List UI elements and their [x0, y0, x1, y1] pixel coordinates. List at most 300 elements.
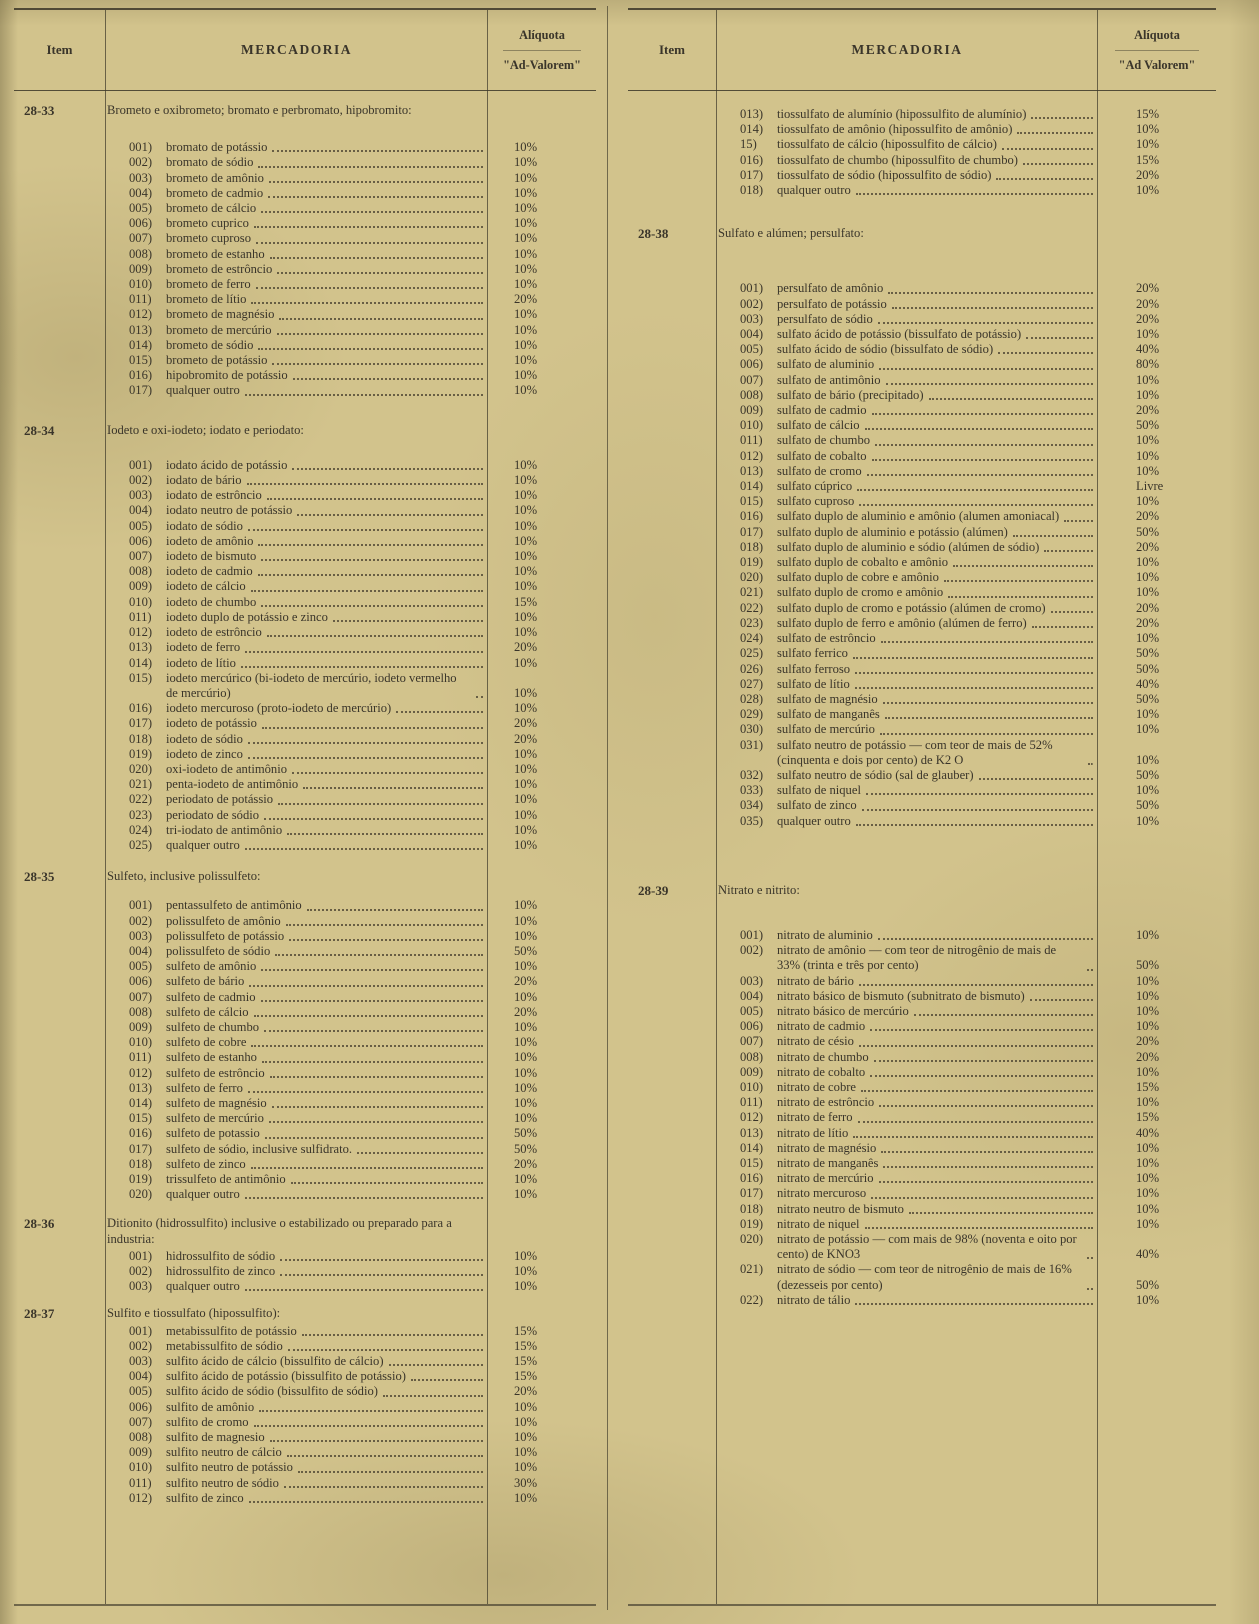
- entry-description: sulfato neutro de sódio (sal de glauber): [777, 767, 974, 782]
- entry-code: 011): [129, 609, 152, 624]
- item-cell-empty: [14, 186, 105, 201]
- item-cell-empty: [14, 292, 105, 307]
- entry-rate: 15%: [1136, 1079, 1160, 1094]
- entry-code: 005): [129, 518, 153, 533]
- entry-code: 017): [740, 524, 764, 539]
- item-cell-empty: [14, 1476, 105, 1491]
- entry-description: sulfato de cromo: [777, 463, 862, 478]
- item-cell-empty: [628, 342, 716, 357]
- item-cell-empty: [628, 943, 716, 973]
- item-cell-empty: [628, 464, 716, 479]
- entry-description: persulfato de sódio: [777, 311, 873, 326]
- entry-code: 009): [740, 1064, 764, 1079]
- item-cell-empty: [14, 1339, 105, 1354]
- entry-code: 008): [129, 564, 153, 579]
- dot-leader: [277, 333, 483, 335]
- entry-code: 006): [129, 533, 153, 548]
- entry-code: 003): [129, 170, 153, 185]
- dot-leader: [292, 772, 483, 774]
- dot-leader: [261, 969, 483, 971]
- entry-rate: 10%: [514, 1172, 538, 1186]
- item-cell-empty: [628, 1080, 716, 1095]
- entry-rate: 10%: [1136, 1019, 1160, 1034]
- item-cell-empty: [14, 171, 105, 186]
- entry-code: 013): [129, 322, 153, 337]
- entry-code: 026): [740, 661, 764, 676]
- entry-rate: 10%: [514, 625, 538, 640]
- entry-rate: 20%: [1136, 1034, 1160, 1049]
- item-cell-empty: [628, 768, 716, 783]
- entry: [716, 1110, 1098, 1125]
- entry-rate: 20%: [1136, 296, 1160, 311]
- dot-leader: [859, 1045, 1093, 1047]
- item-cell-empty: [628, 1019, 716, 1034]
- entry-rate: 10%: [1136, 463, 1160, 478]
- dot-leader: [248, 529, 483, 531]
- entry-rate: 10%: [514, 837, 538, 852]
- dot-leader: [289, 939, 483, 941]
- item-cell-empty: [628, 989, 716, 1004]
- entry-row: [14, 671, 596, 701]
- entry: [105, 1005, 488, 1020]
- item-code: 28-35: [24, 869, 55, 885]
- entry-rate: 10%: [514, 518, 538, 533]
- item-cell-empty: [14, 368, 105, 383]
- item-cell-empty: [14, 1157, 105, 1172]
- item-cell-empty: [14, 277, 105, 292]
- dot-leader: [297, 514, 483, 516]
- dot-leader: [996, 178, 1093, 180]
- item-cell-empty: [14, 732, 105, 747]
- dot-leader: [881, 1151, 1093, 1153]
- item-cell-empty: [14, 1035, 105, 1050]
- entry: [716, 707, 1098, 722]
- entry-row: [14, 549, 596, 564]
- entry: [716, 297, 1098, 312]
- entry-description: nitrato de bário: [777, 973, 854, 988]
- dot-leader: [256, 287, 483, 289]
- item-cell-empty: [628, 722, 716, 737]
- item-cell-empty: [14, 1126, 105, 1141]
- entry: [716, 1293, 1098, 1308]
- entry-row: [14, 1369, 596, 1384]
- entry-rate: 15%: [514, 1323, 538, 1338]
- entry-rate: 10%: [514, 337, 538, 352]
- entry-description: tiossulfato de alumínio (hipossulfito de alumínio): [777, 107, 1027, 121]
- entry-rate: 10%: [1136, 973, 1160, 988]
- entry-rate: 10%: [514, 701, 538, 716]
- entry-row: [14, 1249, 596, 1264]
- entry: [716, 585, 1098, 600]
- entry-description: polissulfeto de amônio: [166, 913, 281, 928]
- item-cell-empty: [14, 1096, 105, 1111]
- entry: [105, 458, 488, 473]
- dot-leader: [883, 1166, 1093, 1168]
- entry-rate: 10%: [1136, 1095, 1160, 1110]
- entry-row: [14, 701, 596, 716]
- entry: [105, 564, 488, 579]
- entry-row: [14, 247, 596, 262]
- entry-code: 023): [740, 615, 764, 630]
- entry-description: brometo cuproso: [166, 231, 251, 246]
- item-cell-empty: [628, 403, 716, 418]
- item-cell-empty: [628, 168, 716, 183]
- entry-rate: 10%: [514, 322, 538, 337]
- item-cell-empty: [14, 1142, 105, 1157]
- entry: [105, 595, 488, 610]
- entry: [716, 1050, 1098, 1065]
- entry: [105, 1035, 488, 1050]
- entry-row: [14, 1081, 596, 1096]
- entry-code: 007): [129, 989, 153, 1004]
- entry-description: sulfito de cromo: [166, 1414, 249, 1429]
- entry-code: 006): [129, 1399, 153, 1414]
- entry-description: sulfeto de cálcio: [166, 1004, 249, 1019]
- entry-row: [14, 1324, 596, 1339]
- entry-code: 001): [740, 281, 764, 296]
- entry: [105, 1415, 488, 1430]
- entry: [716, 1065, 1098, 1080]
- entry-rate: 10%: [514, 488, 538, 503]
- entry-description: sulfito neutro de cálcio: [166, 1445, 282, 1460]
- entry: [105, 171, 488, 186]
- entry-rate: 10%: [514, 216, 538, 231]
- entry-description: nitrato básico de bismuto (subnitrato de bismuto): [777, 988, 1025, 1003]
- dot-leader: [278, 803, 483, 805]
- entry-row: [14, 307, 596, 322]
- entry-rate: 50%: [1136, 661, 1160, 676]
- item-cell-empty: [628, 631, 716, 646]
- entry-description: brometo de potássio: [166, 353, 268, 368]
- dot-leader: [881, 641, 1093, 643]
- entry-description: nitrato de amônio — com teor de nitrogênio de mais de 33% (trinta e três por cento): [777, 943, 1057, 973]
- entry-code: 019): [129, 746, 153, 761]
- entry-code: 018): [740, 1201, 764, 1216]
- entry-row: [14, 732, 596, 747]
- entry-description: hipobromito de potássio: [166, 368, 288, 383]
- entry: [716, 525, 1098, 540]
- item-cell-empty: [14, 762, 105, 777]
- entry: [716, 1171, 1098, 1186]
- entry-row: [14, 155, 596, 170]
- entry-rate: 10%: [514, 579, 538, 594]
- entry-code: 010): [740, 418, 764, 433]
- dot-leader: [1087, 1288, 1093, 1290]
- entry-row: [14, 929, 596, 944]
- entry-code: 014): [740, 479, 764, 494]
- entry-rate: 10%: [514, 959, 538, 974]
- entry-row: [14, 716, 596, 731]
- entry: [716, 122, 1098, 137]
- entry-row: [14, 595, 596, 610]
- header-item: Item: [659, 42, 685, 57]
- entry-row: [14, 1445, 596, 1460]
- item-cell-empty: [14, 1050, 105, 1065]
- entry-description: qualquer outro: [777, 183, 851, 198]
- entry-description: sulfito de amônio: [166, 1399, 255, 1414]
- entry-description: sulfeto de sódio, inclusive sulfidrato.: [166, 1141, 353, 1156]
- dot-leader: [1051, 611, 1093, 613]
- entry-description: sulfito de magnesio: [166, 1430, 265, 1445]
- entry: [716, 1262, 1098, 1292]
- entry-code: 008): [740, 1049, 764, 1064]
- entry-description: oxi-iodeto de antimônio: [166, 761, 288, 776]
- dot-leader: [870, 1075, 1093, 1077]
- item-cell-empty: [628, 494, 716, 509]
- entry-rate: 10%: [1136, 1003, 1160, 1018]
- item-cell-empty: [14, 747, 105, 762]
- entry-rate: 40%: [1136, 676, 1160, 691]
- entry-code: 014): [129, 655, 153, 670]
- dot-leader: [261, 605, 483, 607]
- entry-row: [14, 368, 596, 383]
- section-heading: Nitrato e nitrito:: [718, 882, 800, 897]
- entry: [105, 1476, 488, 1491]
- entry-description: tiossulfato de chumbo (hipossulfito de chumbo): [777, 152, 1018, 167]
- entry-rate: 10%: [514, 1035, 538, 1050]
- entry-row: [14, 1126, 596, 1141]
- entry-code: 014): [740, 1140, 764, 1155]
- entry-code: 001): [129, 140, 153, 155]
- entry-code: 007): [740, 372, 764, 387]
- dot-leader: [855, 687, 1093, 689]
- entry-code: 016): [740, 509, 764, 524]
- entry-rate: 10%: [514, 655, 538, 670]
- header-aliquota-separator: [1115, 50, 1200, 51]
- entry-rate: 20%: [1136, 615, 1160, 630]
- entry-code: 013): [740, 463, 764, 478]
- entry: [716, 555, 1098, 570]
- entry-description: iodato de bário: [166, 473, 242, 488]
- entry-row: [14, 201, 596, 216]
- dot-leader: [909, 1212, 1093, 1214]
- item-cell-empty: [628, 570, 716, 585]
- entry: [716, 692, 1098, 707]
- entry: [105, 323, 488, 338]
- entry-rate: 10%: [514, 1019, 538, 1034]
- entry: [716, 433, 1098, 448]
- entry-row: [14, 898, 596, 913]
- entry-code: 032): [740, 767, 764, 782]
- entry-rate: 10%: [514, 928, 538, 943]
- entry: [105, 534, 488, 549]
- item-cell-empty: [14, 808, 105, 823]
- entry-rate: 10%: [514, 1399, 538, 1414]
- entry-row: [14, 762, 596, 777]
- entry: [716, 722, 1098, 737]
- entry-code: 006): [129, 974, 153, 989]
- entry-description: nitrato de estrôncio: [777, 1095, 875, 1110]
- item-cell-empty: [14, 610, 105, 625]
- entry-description: iodeto de bismuto: [166, 549, 257, 564]
- rate-column-divider: [1097, 10, 1098, 1604]
- entry: [105, 1324, 488, 1339]
- entry-rate: 10%: [1136, 722, 1160, 737]
- entry-code: 030): [740, 722, 764, 737]
- entry: [105, 640, 488, 655]
- entry-description: iodato ácido de potássio: [166, 457, 288, 472]
- item-cell-empty: [14, 323, 105, 338]
- dot-leader: [248, 757, 483, 759]
- entry: [105, 262, 488, 277]
- entry-description: brometo de sódio: [166, 337, 254, 352]
- entry-code: 005): [129, 1384, 153, 1399]
- entry-description: tiossulfato de cálcio (hipossulfito de cálcio): [777, 137, 997, 152]
- dot-leader: [886, 383, 1093, 385]
- item-cell-empty: [14, 338, 105, 353]
- tariff-table-left: [14, 8, 596, 1606]
- entry-rate: 10%: [514, 1187, 538, 1202]
- item-cell-empty: [14, 914, 105, 929]
- item-cell-empty: [14, 216, 105, 231]
- item-cell-empty: [628, 540, 716, 555]
- item-cell-empty: [628, 1202, 716, 1217]
- entry-rate: 10%: [1136, 631, 1160, 646]
- entry-code: 020): [740, 570, 764, 585]
- entry-rate: 20%: [1136, 403, 1160, 418]
- entry: [716, 601, 1098, 616]
- entry: [716, 783, 1098, 798]
- item-cell-empty: [628, 137, 716, 152]
- entry-rate: 10%: [514, 1460, 538, 1475]
- entry-code: 015): [129, 1111, 153, 1126]
- entry-code: 003): [129, 1354, 153, 1369]
- dot-leader: [270, 257, 483, 259]
- item-cell-empty: [14, 1354, 105, 1369]
- entry-row: [14, 974, 596, 989]
- dot-leader: [859, 984, 1093, 986]
- entry-code: 002): [740, 296, 764, 311]
- item-cell-empty: [14, 579, 105, 594]
- entry-rate: 10%: [1136, 1292, 1160, 1307]
- dot-leader: [258, 348, 483, 350]
- dot-leader: [357, 1152, 483, 1154]
- entry-rate: 20%: [514, 292, 538, 307]
- dot-leader: [879, 368, 1093, 370]
- entry: [716, 1095, 1098, 1110]
- entry-description: sulfato duplo de cromo e amônio: [777, 585, 944, 600]
- entry: [716, 509, 1098, 524]
- entry-rate: 10%: [514, 1279, 538, 1294]
- entry: [716, 107, 1098, 122]
- entry-rate: 20%: [1136, 311, 1160, 326]
- entry-description: iodeto de cadmio: [166, 564, 253, 579]
- entry: [716, 1202, 1098, 1217]
- entry: [716, 1232, 1098, 1262]
- entry: [105, 1096, 488, 1111]
- entry: [716, 1217, 1098, 1232]
- entry-row: [14, 1415, 596, 1430]
- dot-leader: [302, 1334, 483, 1336]
- entry-rate: 10%: [514, 1050, 538, 1065]
- entry: [105, 1187, 488, 1202]
- entry: [716, 449, 1098, 464]
- entry-code: 013): [129, 1080, 153, 1095]
- entry: [105, 579, 488, 594]
- entry-description: sulfato de chumbo: [777, 433, 871, 448]
- section: [14, 103, 596, 399]
- entry-code: 015): [129, 670, 153, 685]
- dot-leader: [856, 193, 1093, 195]
- item-cell-empty: [628, 783, 716, 798]
- dot-leader: [270, 1076, 483, 1078]
- dot-leader: [248, 742, 483, 744]
- entry: [105, 732, 488, 747]
- entry-rate: 30%: [514, 1475, 538, 1490]
- entry-description: metabissulfito de sódio: [166, 1338, 283, 1353]
- entry-rate: 10%: [1136, 433, 1160, 448]
- entry-row: [14, 473, 596, 488]
- item-cell-empty: [14, 1491, 105, 1506]
- dot-leader: [241, 666, 483, 668]
- entry-rate: 10%: [514, 368, 538, 383]
- entry-description: brometo de lítio: [166, 292, 247, 307]
- item-cell-empty: [14, 944, 105, 959]
- dot-leader: [853, 657, 1093, 659]
- entry-rate: 10%: [1136, 555, 1160, 570]
- entry-rate: 20%: [514, 640, 538, 655]
- section-heading: Brometo e oxibrometo; bromato e perbromato, hipobromito:: [107, 103, 412, 117]
- item-cell-empty: [14, 1066, 105, 1081]
- entry-description: brometo de mercúrio: [166, 322, 272, 337]
- item-cell-empty: [14, 503, 105, 518]
- entry-description: sulfato duplo de cobalto e amônio: [777, 555, 949, 570]
- dot-leader: [1031, 117, 1093, 119]
- entry-code: 018): [740, 183, 764, 198]
- item-code: 28-33: [24, 103, 55, 118]
- entry-row: [14, 914, 596, 929]
- item-cell-empty: [628, 1034, 716, 1049]
- entry-code: 004): [129, 185, 153, 200]
- item-cell-empty: [14, 701, 105, 716]
- entry: [716, 373, 1098, 388]
- dot-leader: [872, 413, 1093, 415]
- item-cell-empty: [14, 1369, 105, 1384]
- dot-leader: [1087, 1257, 1093, 1259]
- item-cell-empty: [628, 974, 716, 989]
- entry-rate: 10%: [514, 1490, 538, 1505]
- item-cell-empty: [628, 738, 716, 768]
- entry: [716, 1019, 1098, 1034]
- entry-rate: 10%: [514, 261, 538, 276]
- dot-leader: [944, 580, 1093, 582]
- entry: [105, 1081, 488, 1096]
- entry-description: sulfeto de bário: [166, 974, 245, 989]
- item-cell-empty: [14, 201, 105, 216]
- entry-description: sulfato de magnésio: [777, 691, 878, 706]
- entry: [105, 277, 488, 292]
- item-cell-empty: [14, 458, 105, 473]
- entry-code: 010): [740, 1079, 764, 1094]
- entry-description: bromato de potássio: [166, 140, 268, 155]
- entry-code: 024): [129, 822, 153, 837]
- entry-rate: 10%: [514, 170, 538, 185]
- entry-description: bromato de sódio: [166, 155, 254, 170]
- dot-leader: [867, 474, 1093, 476]
- entry-code: 014): [129, 337, 153, 352]
- dot-leader: [862, 809, 1093, 811]
- item-cell-empty: [14, 1460, 105, 1475]
- entry-rate: 10%: [514, 155, 538, 170]
- entry-rate: 50%: [1136, 524, 1160, 539]
- entry-code: 016): [129, 368, 153, 383]
- entry-code: 001): [129, 1248, 153, 1263]
- entry-description: sulfeto de ferro: [166, 1080, 243, 1095]
- entry-row: [14, 959, 596, 974]
- entry-code: 001): [129, 898, 153, 913]
- entry: [105, 140, 488, 155]
- entry-code: 012): [740, 1110, 764, 1125]
